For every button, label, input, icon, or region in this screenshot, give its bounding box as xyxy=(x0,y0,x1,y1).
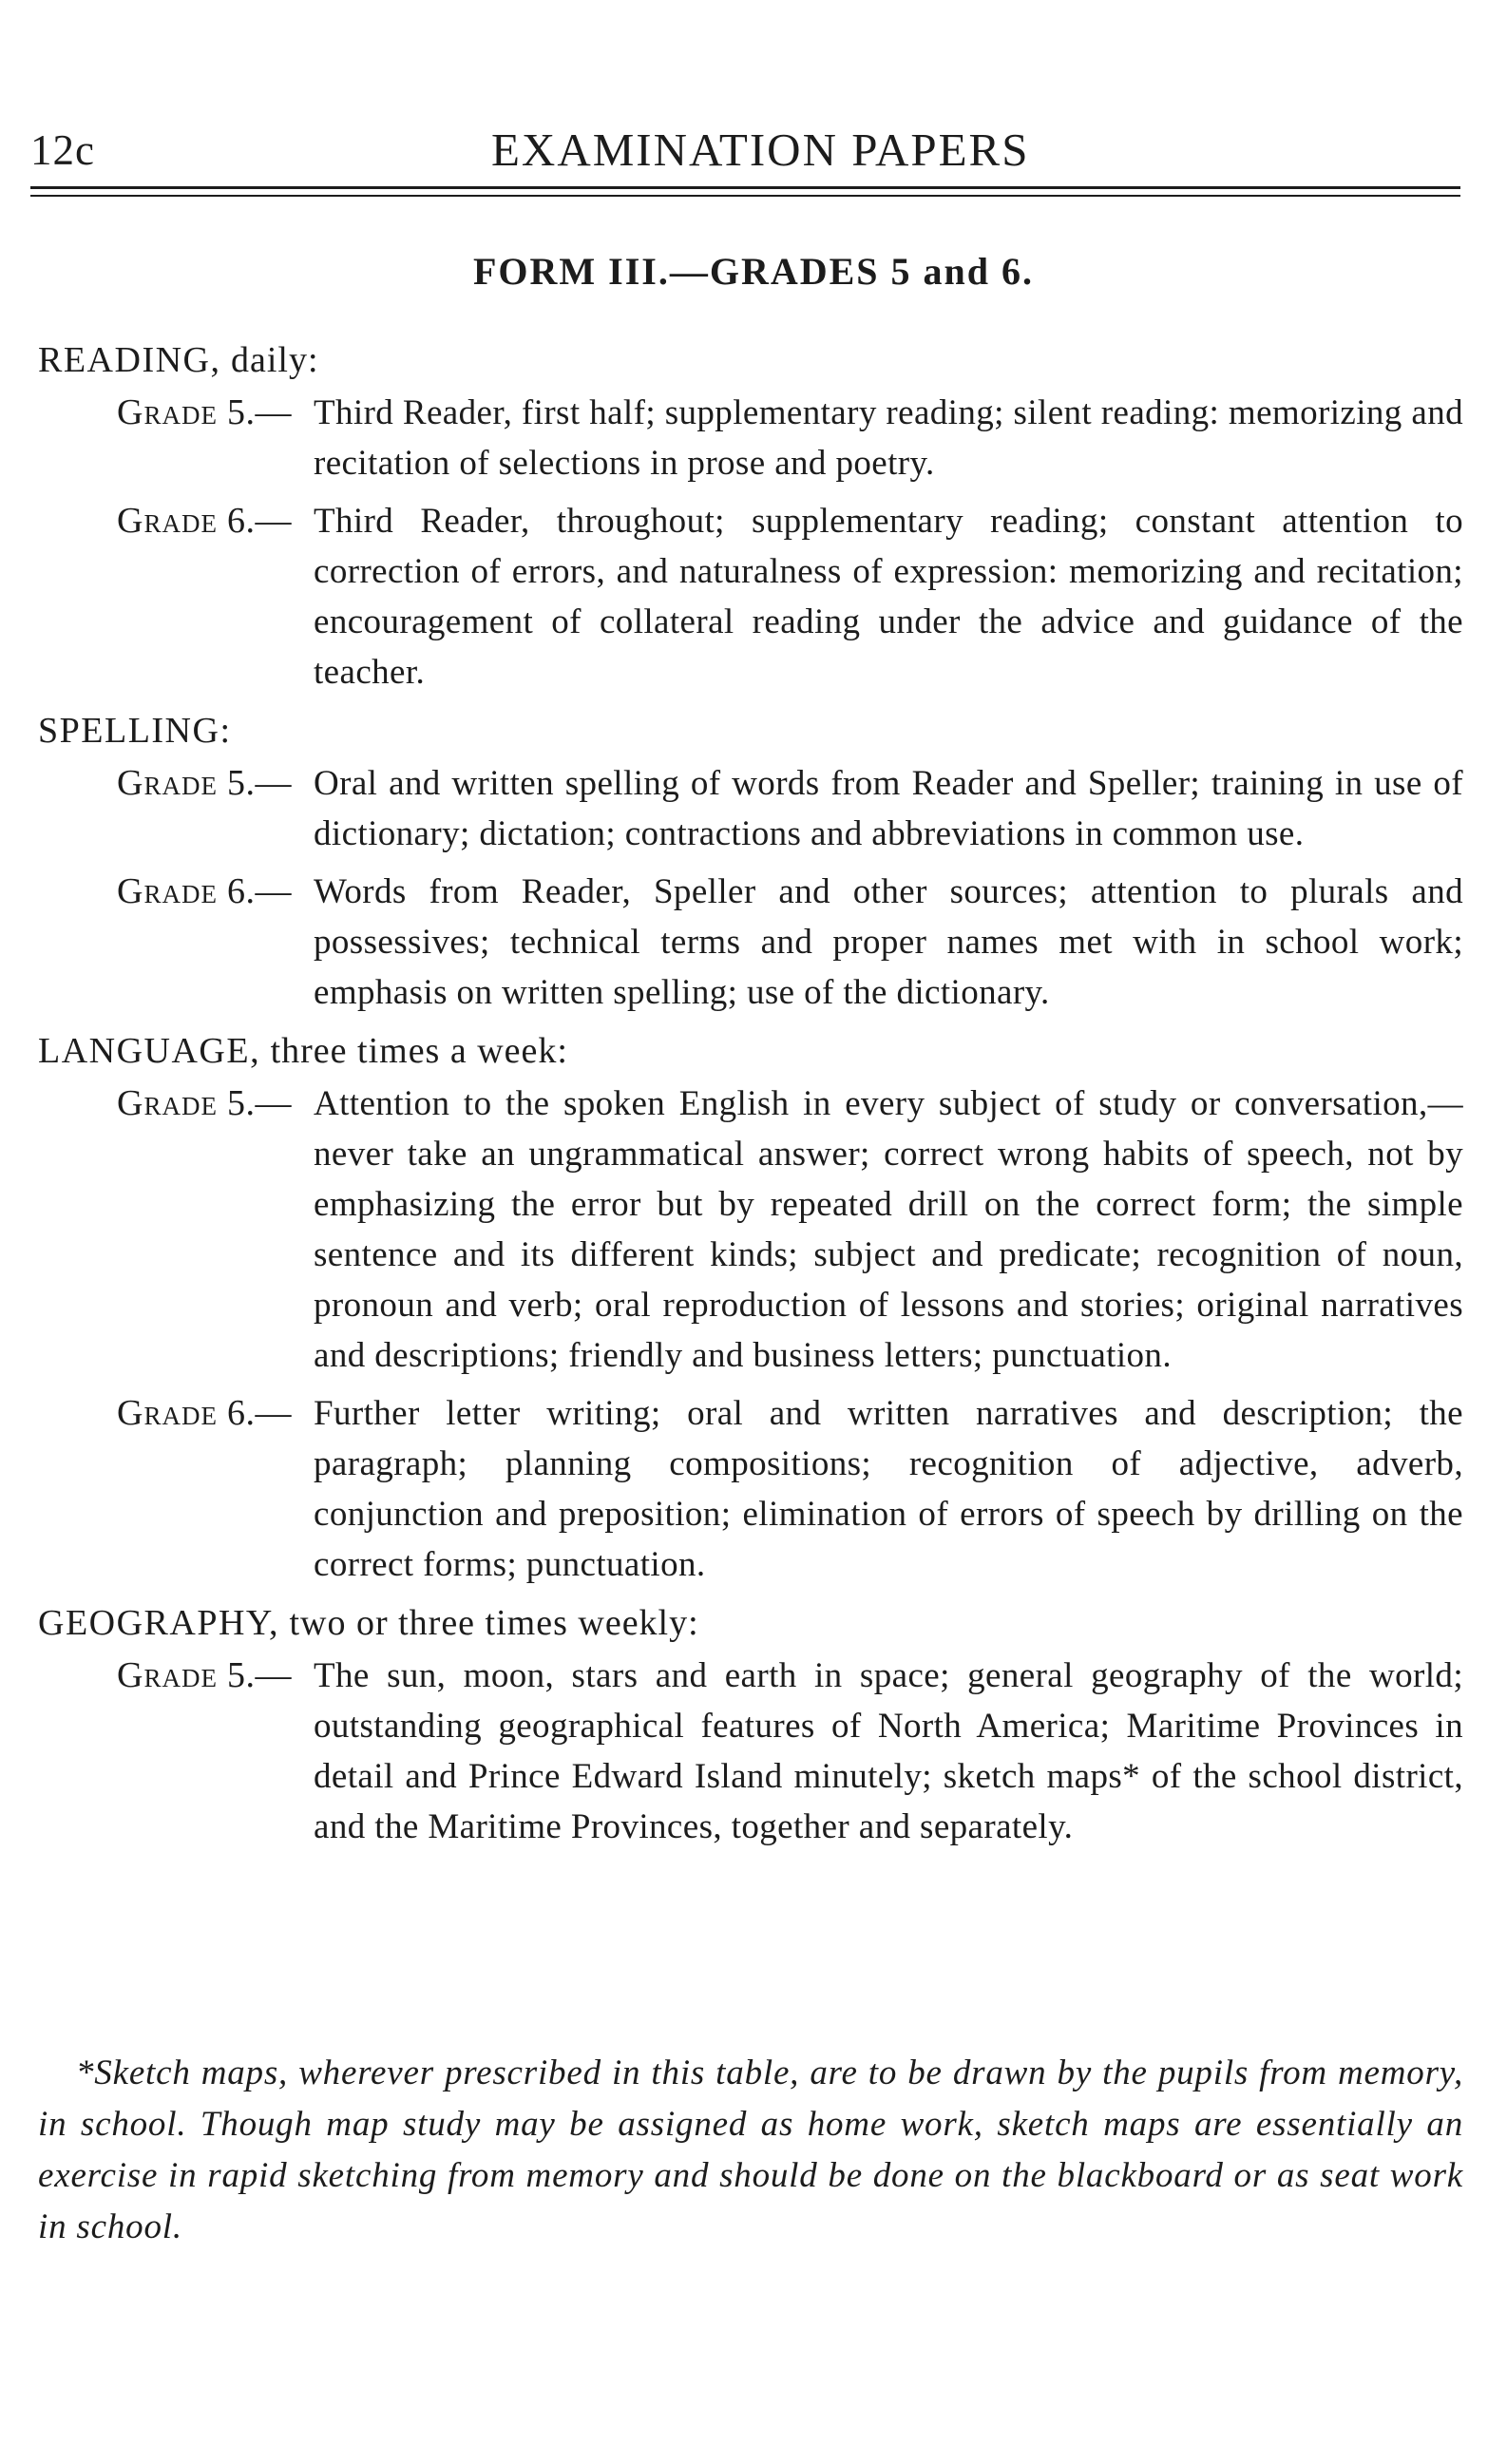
grade-word: Grade xyxy=(117,763,218,803)
grade-entry xyxy=(117,496,1463,697)
grade-label xyxy=(117,496,314,546)
grade-label xyxy=(117,1079,314,1129)
subject-name: READING, xyxy=(38,340,221,380)
subject-name: LANGUAGE, xyxy=(38,1031,261,1071)
grade-number: 5.— xyxy=(226,1083,292,1123)
subject-frequency: two or three times weekly: xyxy=(289,1603,699,1643)
grade-word: Grade xyxy=(117,392,218,432)
grade-entry xyxy=(117,1651,1463,1852)
grade-description: Third Reader, throughout; supplementary reading; constant attention to correction of errors, and naturalness of expression: memorizing and recitation; encouragement of collateral reading under the advice and guidance of the teacher. xyxy=(314,502,1463,692)
subject-heading xyxy=(38,1025,1463,1077)
grade-label xyxy=(117,1651,314,1701)
grade-word: Grade xyxy=(117,501,218,541)
grade-word: Grade xyxy=(117,1083,218,1123)
grade-entry xyxy=(117,388,1463,488)
section-language xyxy=(38,1025,1463,1590)
running-header xyxy=(30,112,1460,188)
subject-heading xyxy=(38,334,1463,386)
grade-number: 6.— xyxy=(226,871,292,911)
grade-label xyxy=(117,1388,314,1439)
subject-frequency: three times a week: xyxy=(270,1031,568,1071)
section-geography xyxy=(38,1597,1463,1852)
grade-number: 5.— xyxy=(226,392,292,432)
grade-description: Further letter writing; oral and written narratives and description; the paragraph; planning compositions; recognition of adjective, adverb, conjunction and preposition; elimination of errors of speech by drilling on the correct forms; punctuation. xyxy=(314,1394,1463,1584)
subject-frequency: daily: xyxy=(230,340,319,380)
grade-entry xyxy=(117,867,1463,1018)
grade-word: Grade xyxy=(117,871,218,911)
grade-entry xyxy=(117,1388,1463,1590)
subject-heading xyxy=(38,705,1463,756)
form-title: FORM III.—GRADES 5 and 6. xyxy=(472,250,1035,293)
grade-description: Attention to the spoken English in every subject of study or conversation,—never take an ungrammatical answer; correct wrong habits of speech, not by emphasizing the error but by repeated drill on the correct form; the simple sentence and its different kinds; subject and predicate; recognition of noun, pronoun and verb; oral reproduction of lessons and stories; original narratives and descriptions; friendly and business letters; punctuation. xyxy=(314,1084,1463,1375)
subject-name: GEOGRAPHY, xyxy=(38,1603,279,1643)
section-reading xyxy=(38,334,1463,697)
grade-description: The sun, moon, stars and earth in space; general geography of the world; outstanding geographical features of North America; Maritime Provinces in detail and Prince Edward Island minutely; sketch maps* of the school district, and the Maritime Provinces, together and separately. xyxy=(314,1656,1463,1846)
grade-description: Words from Reader, Speller and other sources; attention to plurals and possessives; technical terms and proper names met with in school work; emphasis on written spelling; use of the dictionary. xyxy=(314,872,1463,1012)
grade-label xyxy=(117,388,314,438)
grade-description: Third Reader, first half; supplementary reading; silent reading: memorizing and recitation of selections in prose and poetry. xyxy=(314,393,1463,483)
running-title: EXAMINATION PAPERS xyxy=(491,124,1030,176)
grade-label xyxy=(117,758,314,809)
grade-word: Grade xyxy=(117,1655,218,1695)
page-number: 12c xyxy=(30,126,95,174)
grade-word: Grade xyxy=(117,1393,218,1433)
grade-number: 6.— xyxy=(226,501,292,541)
curriculum-content xyxy=(38,334,1463,1860)
grade-description: Oral and written spelling of words from Reader and Speller; training in use of dictionary; dictation; contractions and abbreviations in common use. xyxy=(314,764,1463,853)
header-rule-bottom xyxy=(30,195,1460,197)
subject-name: SPELLING: xyxy=(38,711,232,751)
grade-entry xyxy=(117,1079,1463,1381)
grade-number: 6.— xyxy=(226,1393,292,1433)
subject-heading xyxy=(38,1597,1463,1649)
section-spelling xyxy=(38,705,1463,1018)
sketch-maps-footnote: *Sketch maps, wherever prescribed in this table, are to be drawn by the pupils from memory, in school. Though map study may be assigned as home work, sketch maps are essentially an exercise in rapid sketching from memory and should be done on the blackboard or as seat work in school. xyxy=(38,2053,1463,2246)
grade-number: 5.— xyxy=(226,1655,292,1695)
grade-entry xyxy=(117,758,1463,859)
grade-number: 5.— xyxy=(226,763,292,803)
grade-label xyxy=(117,867,314,917)
header-rule-top xyxy=(30,186,1460,189)
